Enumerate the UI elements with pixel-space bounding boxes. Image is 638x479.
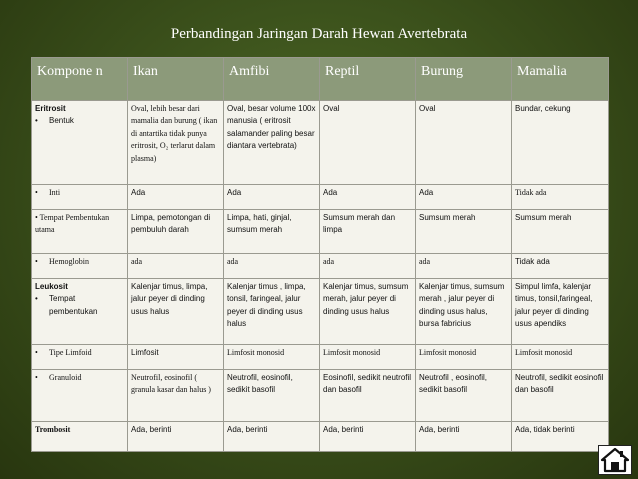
row-header-granuloid: [32, 370, 128, 422]
table-row: [32, 254, 609, 279]
row-header-label: Eritrosit: [35, 104, 66, 113]
row-header-trombosit: Trombosit: [32, 422, 128, 452]
table-cell: Ada, berinti: [224, 422, 320, 452]
home-button[interactable]: [598, 445, 632, 475]
table-cell: Limpa, pemotongan di pembuluh darah: [128, 210, 224, 254]
table-cell: Limpa, hati, ginjal, sumsum merah: [224, 210, 320, 254]
table-cell: Ada: [320, 185, 416, 210]
table-cell: Limfosit monosid: [320, 345, 416, 370]
table-row: [32, 370, 609, 422]
table-cell: Simpul limfa, kalenjar timus, tonsil,faringeal, jalur peyer di dinding usus apendiks: [512, 279, 609, 345]
table-cell: Kalenjar timus , limpa, tonsil, faringeal, jalur peyer di dinding usus halus: [224, 279, 320, 345]
table-row: [32, 422, 609, 452]
table-row: [32, 345, 609, 370]
row-header-label: Inti: [49, 188, 61, 197]
header-cell: Reptil: [320, 58, 416, 101]
table-cell: Oval, besar volume 100x manusia ( eritrosit salamander paling besar diantara vertebrata): [224, 101, 320, 185]
bullet: •: [35, 116, 38, 126]
bullet: •: [35, 348, 38, 357]
table-cell: Sumsum merah: [512, 210, 609, 254]
row-subheader-label: Bentuk: [49, 116, 74, 126]
header-cell: Burung: [416, 58, 512, 101]
table-cell: Ada: [224, 185, 320, 210]
table-cell: Tidak ada: [512, 185, 609, 210]
table-cell: ada: [128, 254, 224, 279]
table-cell: ada: [416, 254, 512, 279]
row-header-limfoid: [32, 345, 128, 370]
home-icon: [599, 446, 631, 474]
table-cell: Limfosit: [128, 345, 224, 370]
table-cell: Sumsum merah: [416, 210, 512, 254]
row-header-label: Tempat Pembentukan utama: [35, 213, 110, 235]
table-row: [32, 210, 609, 254]
table-cell: Kalenjar timus, limpa, jalur peyer di dinding usus halus: [128, 279, 224, 345]
row-header-label: Granuloid: [49, 373, 82, 382]
row-header-tempat: [32, 210, 128, 254]
row-header-hemoglobin: [32, 254, 128, 279]
bullet: •: [35, 213, 38, 222]
table-cell: Neutrofil, eosinofil, sedikit basofil: [224, 370, 320, 422]
table-cell: Kalenjar timus, sumsum merah , jalur peyer di dinding usus halus, bursa fabricius: [416, 279, 512, 345]
table-cell: ada: [224, 254, 320, 279]
bullet: •: [35, 294, 38, 304]
table-cell: Limfosit monosid: [512, 345, 609, 370]
row-header-label: Tipe Limfoid: [49, 348, 92, 357]
table-cell: Oval, lebih besar dari mamalia dan burung ( ikan di antartika tidak punya eritrosit, O₂ terlarut dalam plasma): [128, 101, 224, 185]
bullet: •: [35, 373, 38, 382]
table-cell: Ada, berinti: [416, 422, 512, 452]
row-header-label: Hemoglobin: [49, 257, 89, 266]
row-header-leukosit: [32, 279, 128, 345]
bullet: •: [35, 188, 38, 197]
table-cell: Kalenjar timus, sumsum merah, jalur peyer di dinding usus halus: [320, 279, 416, 345]
slide-title: Perbandingan Jaringan Darah Hewan Avertebrata: [170, 26, 468, 42]
table-cell: Neutrofil, eosinofil ( granula kasar dan halus ): [128, 370, 224, 422]
bullet: •: [35, 257, 38, 266]
header-row: [32, 58, 609, 101]
table-row: [32, 279, 609, 345]
table-cell: Neutrofil , eosinofil, sedikit basofil: [416, 370, 512, 422]
table-cell: Sumsum merah dan limpa: [320, 210, 416, 254]
table-cell: Neutrofil, sedikit eosinofil dan basofil: [512, 370, 609, 422]
table-cell: Bundar, cekung: [512, 101, 609, 185]
row-header-inti: [32, 185, 128, 210]
table-cell: Ada, berinti: [128, 422, 224, 452]
table-cell: Ada, berinti: [320, 422, 416, 452]
table-cell: ada: [320, 254, 416, 279]
row-header-label: Leukosit: [35, 282, 68, 291]
table-cell: Oval: [320, 101, 416, 185]
table-cell: Oval: [416, 101, 512, 185]
table-cell: Ada: [416, 185, 512, 210]
table-cell: Limfosit monosid: [416, 345, 512, 370]
table-cell: Ada: [128, 185, 224, 210]
table-row: [32, 185, 609, 210]
row-subheader-label: Tempat pembentukan: [49, 294, 98, 316]
table-cell: Limfosit monosid: [224, 345, 320, 370]
table-cell: Tidak ada: [512, 254, 609, 279]
header-cell: Amfibi: [224, 58, 320, 101]
table-cell: Eosinofil, sedikit neutrofil dan basofil: [320, 370, 416, 422]
row-header-eritrosit: [32, 101, 128, 185]
header-cell: Kompone n: [32, 58, 128, 101]
comparison-table: [31, 57, 609, 452]
table-cell: Ada, tidak berinti: [512, 422, 609, 452]
table-row: [32, 101, 609, 185]
header-cell: Mamalia: [512, 58, 609, 101]
header-cell: Ikan: [128, 58, 224, 101]
